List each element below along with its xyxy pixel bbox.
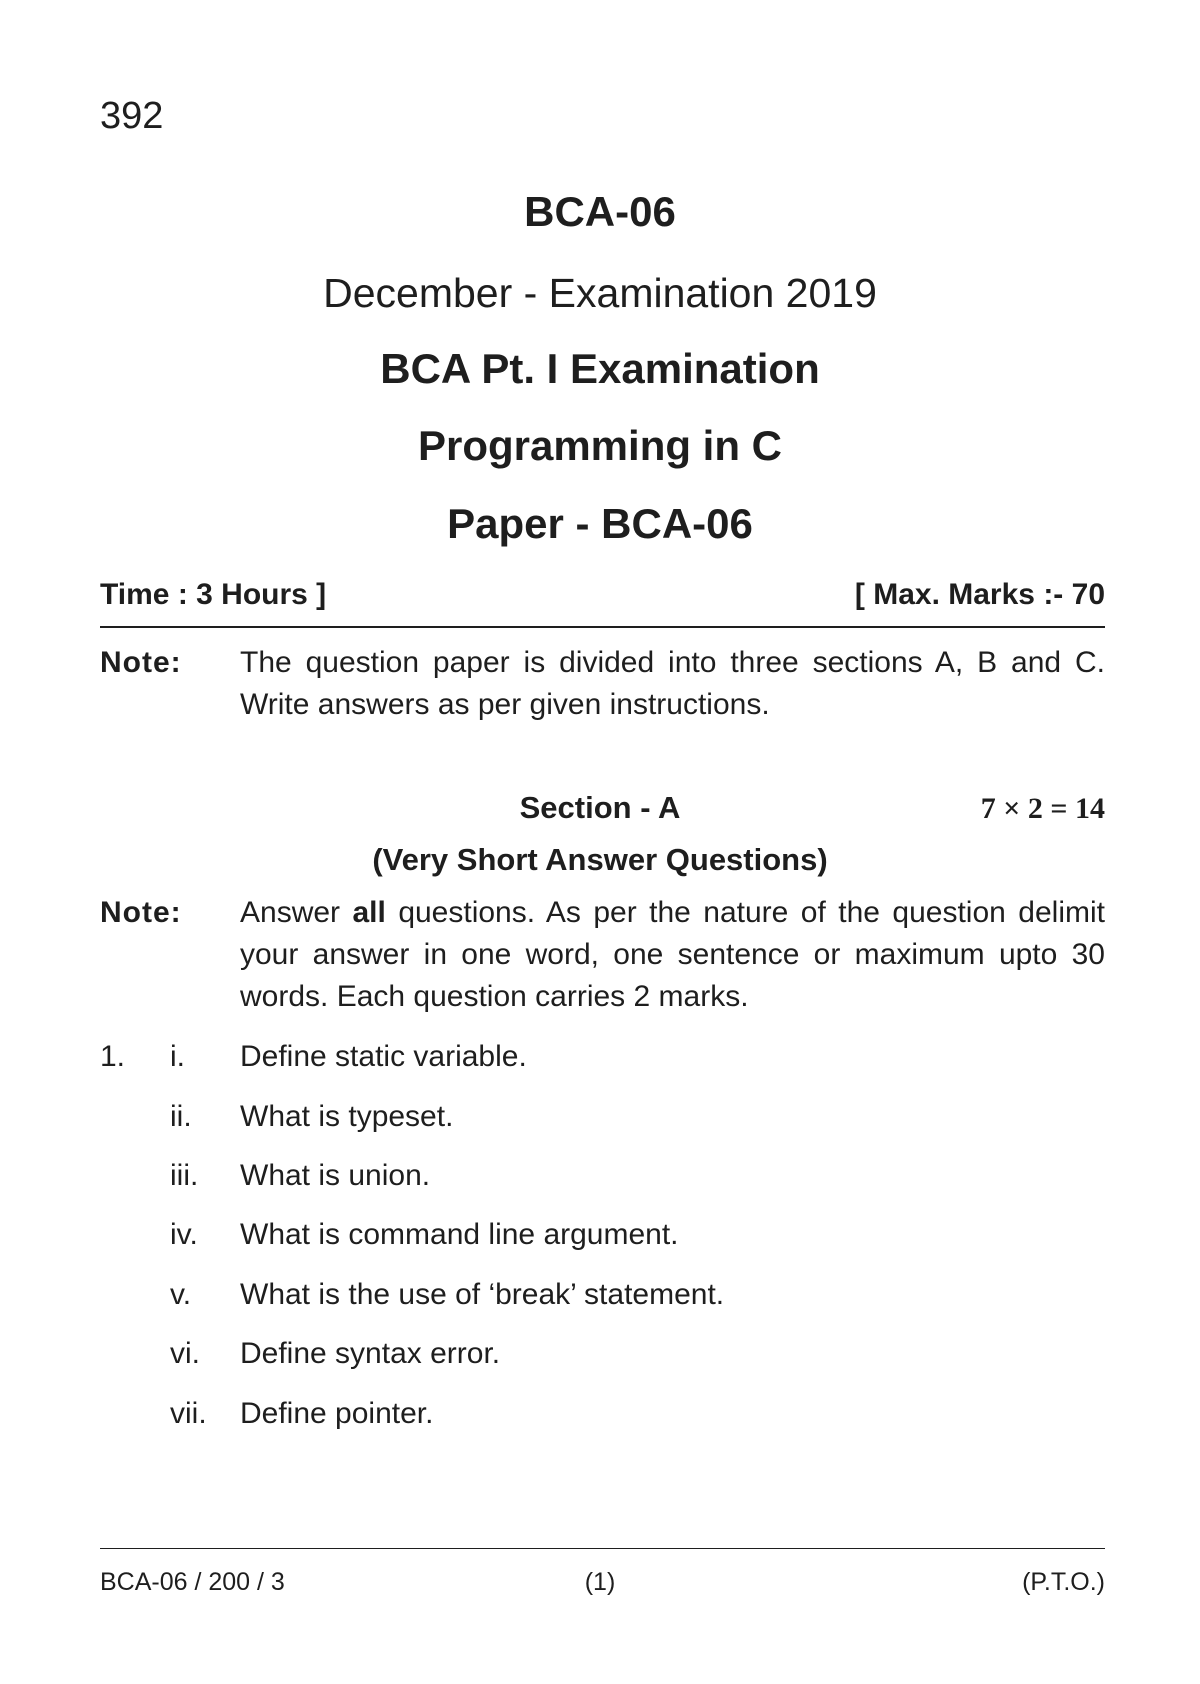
footer-code: BCA-06 / 200 / 3 [100, 1568, 285, 1596]
exam-name: BCA Pt. I Examination [380, 345, 820, 392]
general-note-text: The question paper is divided into three sections A, B and C. Write answers as per given instructions. [240, 646, 1105, 721]
course-code: BCA-06 [524, 188, 676, 235]
question-item: v. What is the use of ‘break’ statement. [170, 1278, 725, 1311]
page-code: 392 [100, 95, 164, 137]
footer-divider [100, 1548, 1105, 1549]
pto-label: (P.T.O.) [1022, 1568, 1105, 1596]
paper-title: Paper - BCA-06 [447, 500, 753, 547]
section-a-marks: 7 × 2 = 14 [980, 792, 1105, 825]
section-note-text: Answer all questions. As per the nature of the question delimit your answer in one word, one sentence or maximum upto 30 words. Each question carries 2 marks. [240, 896, 1105, 1013]
header-divider [100, 626, 1105, 628]
max-marks: [ Max. Marks :- 70 [854, 578, 1105, 611]
question-item: iv. What is command line argument. [170, 1218, 679, 1251]
question-item: i. Define static variable. [170, 1040, 527, 1073]
question-item: vi. Define syntax error. [170, 1337, 501, 1370]
question-item: ii. What is typeset. [170, 1100, 454, 1133]
subject-title: Programming in C [417, 422, 783, 469]
general-note-label: Note: [100, 646, 182, 679]
section-a-subtitle: (Very Short Answer Questions) [372, 842, 828, 877]
section-note-label: Note: [100, 896, 182, 929]
time-allowed: Time : 3 Hours ] [100, 578, 327, 611]
page-number: (1) [584, 1568, 616, 1596]
exam-session: December - Examination 2019 [323, 270, 877, 316]
question-item: vii. Define pointer. [170, 1397, 434, 1430]
question-number: 1. [100, 1040, 126, 1073]
question-item: iii. What is union. [170, 1159, 431, 1192]
section-a-title: Section - A [519, 790, 681, 825]
